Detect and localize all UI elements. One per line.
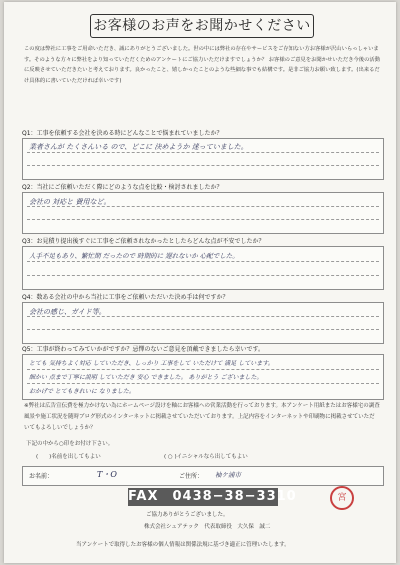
line-divider xyxy=(27,261,379,262)
q1-answer-box[interactable] xyxy=(22,138,384,180)
option-full-name[interactable]: ( )名前を出してもよい xyxy=(36,454,101,460)
intro-text: この度は弊社に工事をご用命いただき、誠にありがとうございました。世の中には弊社の存在やサービスをご存知ない方お客様が沢山いらっしゃいます。そのような方々に弊社をより知っていただくためのアンケートにご協力いただけますでしょうか？ お客様のご意見をお聞かせいただき今後の活動に反映させていただきたいと考えております。良かったこと、嬉しかったことのような些細な事でも結構です。是非ご協力お願い致します。(出来るだけ具体的に書いていただければ幸いです) xyxy=(24,46,380,84)
publication-note: ※弊社は広告宣伝費を極力かけない為にホームページ設けを軸にお客様への営業活動を行っております。本アンケート用紙またはお客様宅の調査風景や施工状況を随時ブログ形式のインターネットに掲載させていただいております。上記内容をインターネットや印刷物に掲載させていただいてもよろしいでしょうか？ xyxy=(24,403,380,431)
q4-label: Q4：数ある会社の中から当社に工事をご依頼いただいた決め手は何ですか？ xyxy=(22,294,229,301)
thanks-text: ご協力ありがとうございました。 xyxy=(146,512,229,518)
line-divider xyxy=(27,165,379,166)
line-divider xyxy=(27,369,379,370)
q5-answer-box[interactable] xyxy=(22,354,384,400)
option-initials[interactable]: ( ○ )イニシャルなら出してもよい xyxy=(164,454,248,460)
company-name: 株式会社シェアテック 代表取締役 大久保 誠二 xyxy=(144,524,271,530)
company-stamp-icon: 宮 xyxy=(330,486,354,510)
q5-label: Q5：工事が終わってみていかがですか？忌憚のないご意見を頂戴できましたら幸いです。 xyxy=(22,346,265,353)
line-divider xyxy=(27,329,379,330)
line-divider xyxy=(27,152,379,153)
page-title: お客様のお声をお聞かせください xyxy=(90,14,314,38)
line-divider xyxy=(27,383,379,384)
line-divider xyxy=(27,219,379,220)
survey-sheet xyxy=(4,2,396,563)
q2-answer: 会社の 対応と 費用など。 xyxy=(29,198,111,206)
line-divider xyxy=(27,275,379,276)
fax-number: FAX 0438−38−3310 xyxy=(128,489,297,504)
select-instruction: 下記の中から○印をお付け下さい。 xyxy=(26,441,114,447)
q2-label: Q2：当社にご依頼いただく際にどのような点を比較・検討されましたか？ xyxy=(22,184,223,191)
address-label: ご住所： xyxy=(179,473,204,480)
q5-answer-line-3: おかげで とてもきれいに なりました。 xyxy=(29,388,135,395)
name-label: お名前： xyxy=(29,473,54,480)
q5-answer-line-1: とても 気持ちよく対応 していただき、しっかり 工事をして いただけて 満足 しています。 xyxy=(29,360,274,367)
q4-answer: 会社の感じ、ガイド等。 xyxy=(29,308,106,316)
q5-answer-line-2: 細かい 点まで丁寧に説明 していただき 安心 できました。 ありがとう ございました。 xyxy=(29,374,263,381)
address-field[interactable]: 袖ケ浦市 xyxy=(215,471,241,479)
q4-answer-box[interactable] xyxy=(22,302,384,344)
q3-label: Q3：お見積り提出後すぐに工事をご依頼されなかったとしたらどんな点が不安でしたか？ xyxy=(22,238,265,245)
q3-answer: 人手不足もあり、繁忙期 だったので 時期的に 遅れないか 心配でした。 xyxy=(29,252,239,260)
privacy-note: 当アンケートで取得したお客様の個人情報は関係法規に基づき適正に管理いたします。 xyxy=(76,542,290,548)
q1-answer: 業者さんが たくさんいる ので、どこに 決めようか 迷っていました。 xyxy=(29,143,248,151)
name-address-box xyxy=(22,466,384,486)
name-field[interactable]: T・O xyxy=(97,470,117,479)
q3-answer-box[interactable] xyxy=(22,246,384,290)
q2-answer-box[interactable] xyxy=(22,192,384,234)
q1-label: Q1：工事を依頼する会社を決める時にどんなことで悩まれていましたか？ xyxy=(22,130,223,137)
